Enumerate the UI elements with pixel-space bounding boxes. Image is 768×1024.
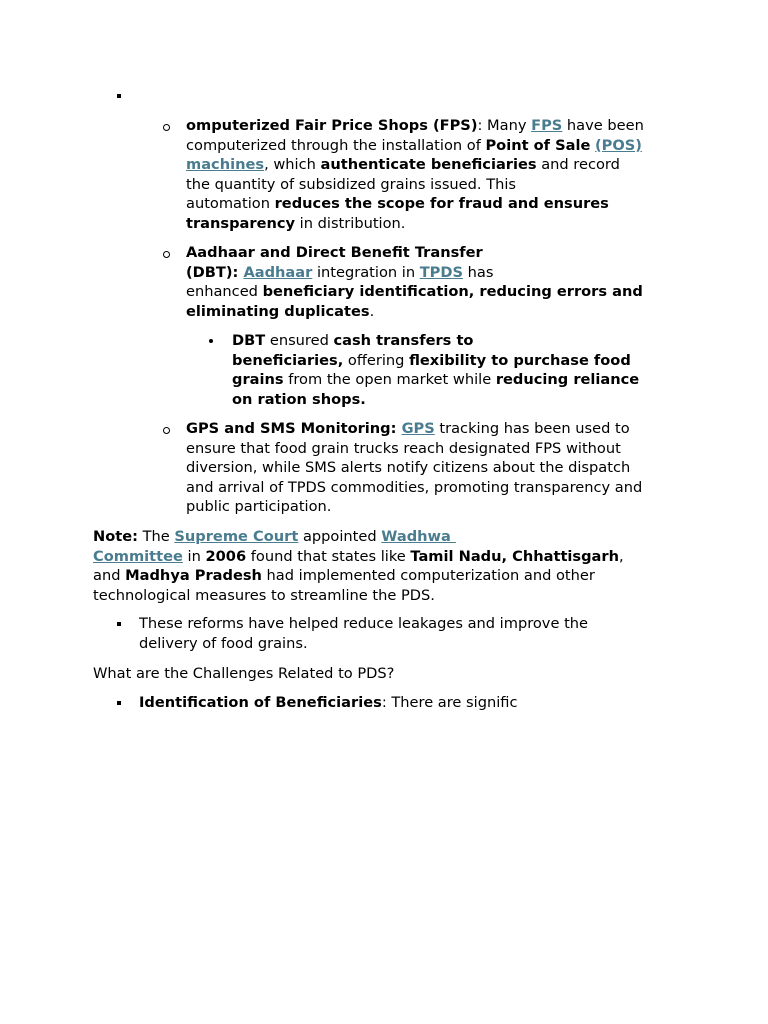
tpds-link[interactable]: TPDS: [419, 263, 463, 281]
list-item-gps: GPS and SMS Monitoring: GPS tracking has been used to ensure that food grain trucks reach designated FPS without diversion, while SMS alerts notify citizens about the dispatch and arrival of TPDS commodities, promoting transparency and public participation.: [186, 420, 643, 516]
pos-link[interactable]: (POS): [595, 136, 642, 154]
supreme-court-link[interactable]: Supreme Court: [174, 528, 299, 545]
list-item-dbt: DBT ensured cash transfers to beneficiaries, offering flexibility to purchase food grains from the open market while reducing reliance on ration shops.: [232, 332, 640, 408]
circle-bullet-icon: [163, 251, 170, 258]
list-item-identification: Identification of Beneficiaries: There are signific: [139, 694, 518, 711]
wadhwa-committee-link[interactable]: Wadhwa: [381, 528, 456, 545]
list-item-aadhaar: Aadhaar and Direct Benefit Transfer (DBT): Aadhaar integration in TPDS has enhanced beneficiary identification, reducing errors and eliminating duplicates.: [186, 244, 643, 320]
list-item-reforms: These reforms have helped reduce leakages and improve the delivery of food grains.: [139, 615, 589, 652]
circle-bullet-icon: [163, 427, 170, 434]
square-bullet-icon: [117, 622, 121, 626]
circle-bullet-icon: [163, 124, 170, 131]
challenges-heading: What are the Challenges Related to PDS?: [93, 665, 395, 682]
note-paragraph: Note: The Supreme Court appointed Wadhwa Committee in 2006 found that states like Tamil Nadu, Chhattisgarh, and Madhya Pradesh had implemented computerization and other technological measures to streamline the PDS.: [93, 528, 624, 604]
wadhwa-committee-link-cont[interactable]: Committee: [93, 547, 183, 565]
dot-bullet-icon: [209, 339, 213, 343]
fps-title: omputerized Fair Price Shops (FPS): [186, 117, 478, 134]
pos-machines-link[interactable]: machines: [186, 156, 265, 174]
note-label: Note:: [93, 528, 138, 545]
list-item-fps: omputerized Fair Price Shops (FPS): Many FPS have been computerized through the installation of Point of Sale (POS) machines, which authenticate beneficiaries and record the quantity of subsidized grains issued. This automation reduces the scope for fraud and ensures transparency in distribution.: [186, 117, 644, 232]
aadhaar-link[interactable]: Aadhaar: [243, 263, 313, 281]
square-bullet-icon: [117, 94, 121, 98]
square-bullet-icon: [117, 701, 121, 705]
fps-link[interactable]: FPS: [531, 117, 563, 134]
gps-link[interactable]: GPS: [401, 420, 435, 437]
